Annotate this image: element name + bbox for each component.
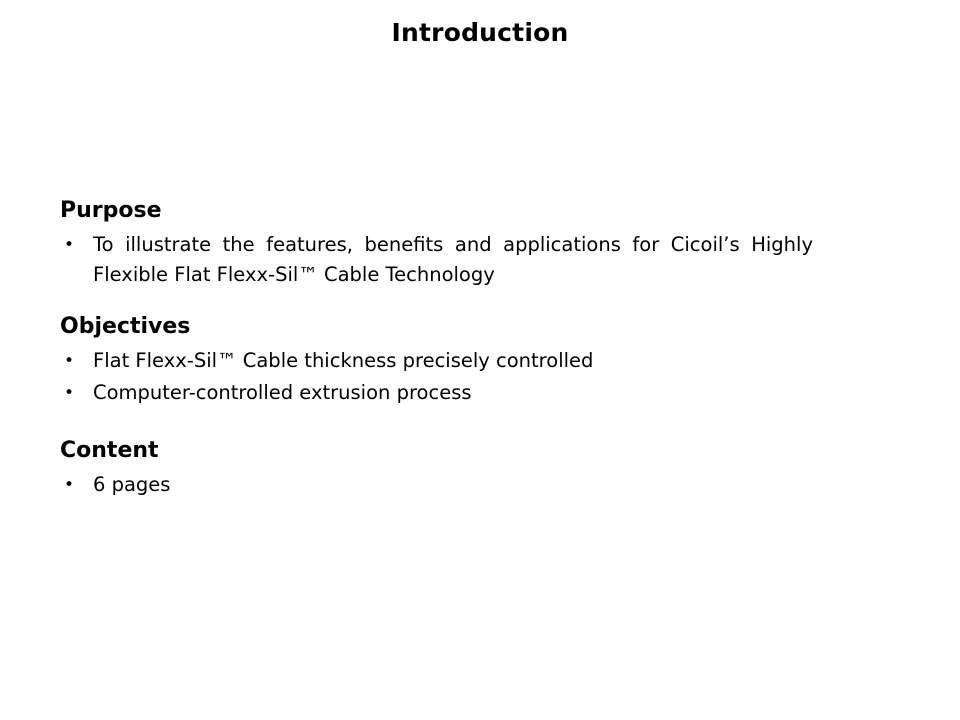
bullet-dot-icon: • [64, 475, 75, 495]
bullet-list-objectives [60, 346, 900, 408]
section-heading-objectives: Objectives [60, 314, 191, 339]
bullet-text: Computer-controlled extrusion process [93, 381, 472, 404]
spacer [60, 414, 900, 436]
page-title: Introduction [391, 18, 569, 47]
bullet-list-purpose [60, 230, 900, 290]
bullet-text: 6 pages [93, 473, 171, 496]
spacer [60, 296, 900, 312]
section-objectives [60, 312, 900, 408]
bullet-dot-icon: • [64, 351, 75, 371]
list-item [60, 470, 900, 500]
section-purpose [60, 196, 900, 290]
section-content [60, 436, 900, 500]
list-item [60, 346, 900, 376]
bullet-text: Flat Flexx-Sil™ Cable thickness precisely controlled [93, 349, 594, 372]
section-heading-content: Content [60, 438, 159, 463]
bullet-dot-icon: • [64, 383, 75, 403]
bullet-text: To illustrate the features, benefits and applications for Cicoil’s Highly Flexible Flat Flexx-Sil™ Cable Technology [93, 233, 813, 286]
list-item [60, 230, 900, 290]
section-heading-purpose: Purpose [60, 198, 162, 223]
bullet-dot-icon: • [64, 235, 75, 255]
slide-body [60, 196, 900, 506]
list-item [60, 378, 900, 408]
bullet-list-content [60, 470, 900, 500]
